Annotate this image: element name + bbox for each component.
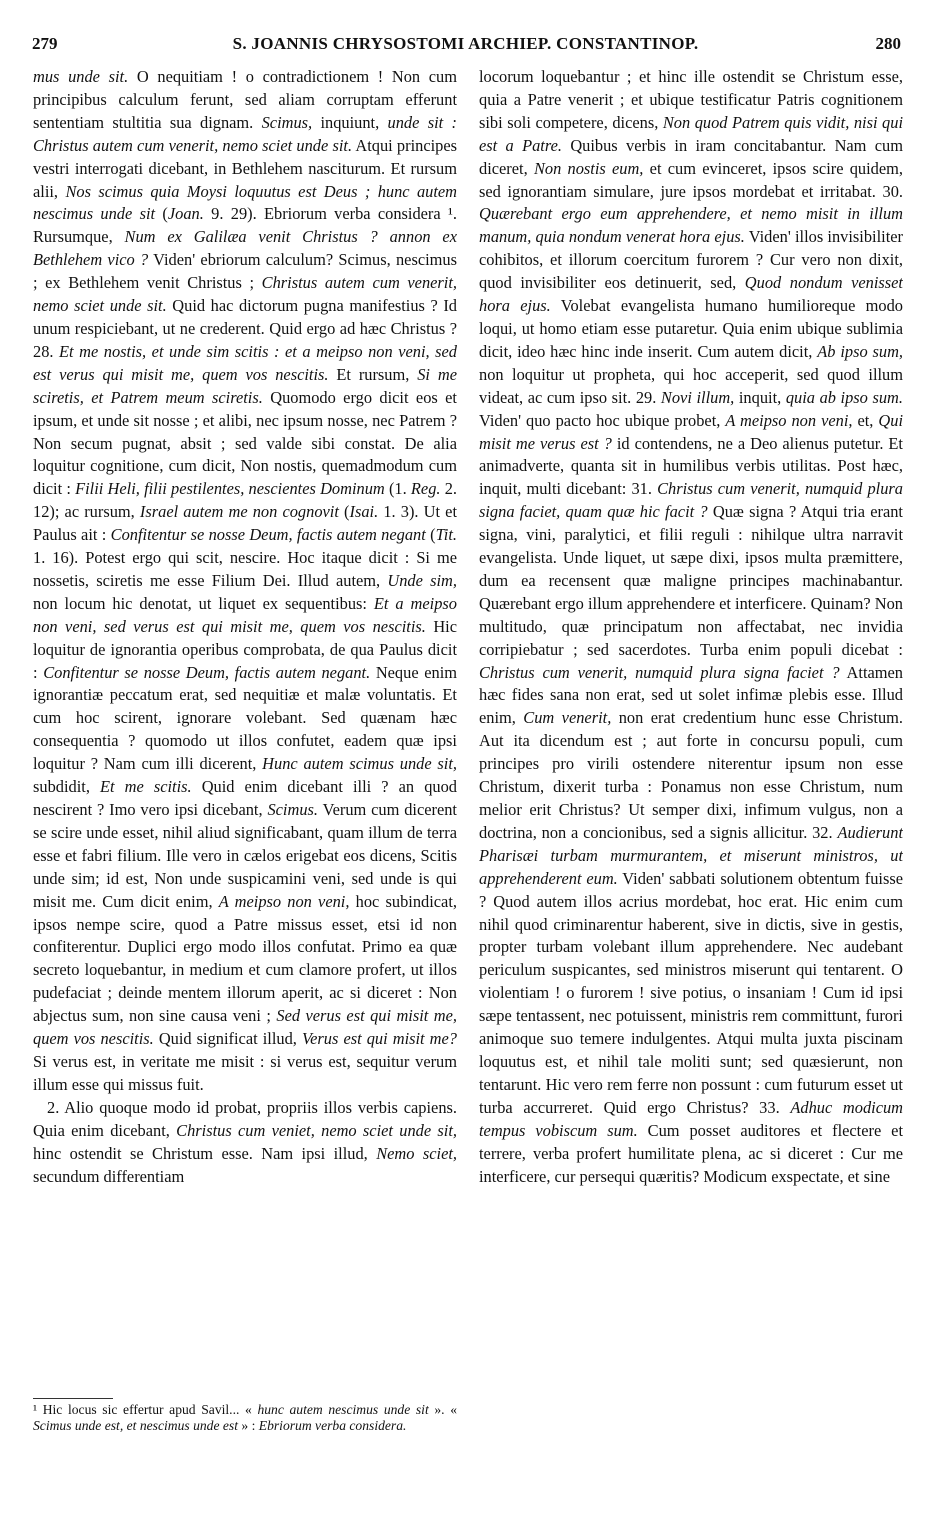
italic-text: Christus cum veniet, nemo sciet unde sit, — [176, 1120, 457, 1140]
text-run: Atqui principes vestri interrogati dicebant, in Bethlehem nasciturum. Et rursum alii, — [33, 135, 457, 201]
paragraph — [479, 66, 903, 1188]
italic-text: Hunc autem scimus unde sit, — [262, 754, 457, 774]
running-header — [30, 34, 901, 60]
italic-text: Cum venerit, — [523, 708, 612, 728]
text-run: 2. 12); ac rursum, — [33, 479, 457, 522]
text-run: inquit, — [734, 387, 786, 407]
italic-text: Ab ipso sum, — [817, 341, 903, 361]
italic-text: Non nostis eum, — [533, 158, 644, 178]
text-run: Cum posset auditores et flectere et terrere, verba profert humilitate plena, ac si diceret : Cur me interficere, cur persequi quæritis? Modicum exspectate, et sine — [479, 1120, 903, 1186]
italic-text: unde sit : Christus autem cum venerit, nemo sciet unde sit. — [33, 112, 457, 155]
italic-text: Ebriorum verba considera. — [258, 1418, 407, 1433]
text-run: Et rursum, — [328, 364, 418, 384]
text-run: Quomodo ergo dicit eos et ipsum, et unde sit nosse ; et alibi, nec ipsum nosse, nec Patrem ? Non secum pugnat, absit ; sed valde sibi constat. De alia loquitur cognitione, cum dicit, Non nostis, quemadmodum cum dicit : — [33, 387, 457, 499]
text-run: non erat credentium hunc esse Christum. Aut ita dicendum est ; aut forte in concursu populi, cum principes pro virili ostendere niterentur ipsum non esse Christum, dixerit turba : Ponamus non esse Christum, num melior erit Christus? Ut semper dixi, infimum vulgus, non a doctrina, non a concionibus, sed a signis allicitur. 32. — [479, 708, 903, 842]
left-column — [33, 66, 457, 1472]
italic-text: Nos scimus quia Moysi loquutus est Deus ; hunc autem nescimus unde sit — [33, 181, 457, 224]
text-run: non loquitur ut propheta, qui hoc acceperit, sed quod illum videat, ac cum ipso sit. 29. — [479, 364, 903, 407]
text-run: et cum evinceret, ipsos scire quidem, sed ignorantiam simulare, jure ipsos mordebat et irritabat. 30. — [479, 158, 903, 201]
text-run: Si verus est, in veritate me misit : si verus est, sequitur verum illum esse qui missus fuit. — [33, 1051, 457, 1094]
italic-text: Si me sciretis, et Patrem meum sciretis. — [33, 364, 457, 407]
italic-text: Scimus. — [267, 800, 318, 819]
text-run: Viden' ebriorum calculum? Scimus, nescimus ; ex Bethlehem venit Christus ; — [33, 250, 457, 293]
page-number-right: 280 — [875, 34, 901, 53]
italic-text: Christus cum venerit, numquid plura signa faciet, quam quæ hic facit ? — [479, 479, 903, 522]
text-run: Quid significat illud, — [153, 1029, 302, 1049]
italic-text: Filii Heli, filii pestilentes, nescientes Dominum — [75, 479, 385, 499]
italic-text: Non quod Patrem quis vidit, nisi qui est a Patre. — [479, 112, 903, 155]
footnote — [33, 1402, 457, 1434]
italic-text: Israel autem me non cognovit — [139, 502, 339, 522]
italic-text: Novi illum, — [660, 387, 735, 407]
right-column — [479, 66, 903, 1472]
text-run: Neque enim ignorantiæ peccatum erat, sed nequitiæ et malæ voluntatis. Et cum hoc scirent, ignorare volebant. Sed quænam hæc consequentia ? quomodo ut illos confutet, eadem quæ ipsi loquitur ? Nam cum illi dicerent, — [33, 662, 457, 774]
italic-text: Et me scitis. — [100, 777, 192, 797]
text-run: Volebat evangelista humano humilioreque modo loqui, ut homo etiam esse putaretur. Quia enim ubique sublimia dicit, ideo hæc hinc inde inserit. Cum autem dicit, — [479, 296, 903, 361]
italic-text: Reg. — [410, 479, 441, 499]
italic-text: A meipso non veni, — [218, 891, 350, 911]
italic-text: Quod nondum venisset hora ejus. — [479, 273, 903, 316]
italic-text: Isai. — [349, 502, 379, 522]
text-run: subdidit, — [33, 777, 100, 797]
italic-text: Tit. — [435, 525, 457, 545]
text-run: O nequitiam ! o contradictionem ! Non cum principibus calculum ferunt, sed aliam corruptam efferunt sententiam stultitia sua dignam. — [33, 67, 457, 132]
page-number-left: 279 — [32, 34, 58, 53]
text-run: 9. 29). Ebriorum verba considera ¹. Rursumque, — [33, 204, 457, 247]
text-run: ( — [338, 502, 350, 522]
italic-text: hunc autem nescimus unde sit — [257, 1402, 429, 1417]
italic-text: mus unde sit. — [33, 67, 137, 86]
text-run: non locum hic denotat, ut liquet ex sequentibus: — [33, 593, 374, 613]
text-run: Quæ signa ? Atqui tria erant signa, vini, paralytici, et filii reguli : nihilque ultra narravit evangelista. Unde liquet, ut sæpe dixi, ipsos multa præmittere, dum ea recensent quæ maligne principes machinabantur. Quærebant ergo illum apprehendere et interficere. Quinam? Non multitudo, quæ principatum non affectabat, nec invidia corripiebatur ; sed sacerdotes. Turba enim populi dicebat : — [479, 502, 903, 659]
text-run: ( — [155, 204, 168, 224]
italic-text: Scimus unde est, et nescimus unde est — [33, 1418, 238, 1433]
italic-text: Verus est qui misit me? — [301, 1029, 457, 1049]
italic-text: Scimus, — [261, 112, 313, 132]
text-run: et, — [852, 410, 879, 430]
running-title: S. JOANNIS CHRYSOSTOMI ARCHIEP. CONSTANTINOP. — [232, 34, 699, 53]
text-run: 1. 16). Potest ergo qui scit, nescire. Hoc itaque dicit : Si me nossetis, sciretis me esse Filium Dei. Illud autem, — [33, 548, 457, 590]
italic-text: Sed verus est qui misit me, quem vos nescitis. — [33, 1006, 457, 1049]
italic-text: Qui misit me verus est ? — [479, 410, 903, 453]
italic-text: Num ex Galilæa venit Christus ? annon ex Bethlehem vico ? — [33, 227, 457, 270]
text-run: id contendens, ne a Deo alienus putetur. Et animadverte, quanta sit in humilibus verbis utilitas. Post hæc, inquit, multi dicebant: 31. — [479, 433, 903, 499]
text-run: Verum cum dicerent se scire unde esset, nihil aliud significabant, quam illum de terra esse et fabri filium. Ille vero in cælos erigebat eos dicens, Scitis unde sim; id est, Non unde suspicamini veni, sed unde is qui misit me. Cum dicit enim, — [33, 800, 457, 911]
text-run: hinc ostendit se Christum esse. Nam ipsi illud, — [33, 1143, 377, 1163]
italic-text: Adhuc modicum tempus vobiscum sum. — [479, 1097, 903, 1140]
italic-text: Unde sim, — [387, 570, 457, 590]
text-run: Viden' quo pacto hoc ubique probet, — [479, 410, 726, 430]
text-run: inquiunt, — [312, 112, 388, 132]
text-run: » : — [238, 1418, 259, 1433]
italic-text: Et a meipso non veni, sed verus est qui misit me, quem vos nescitis. — [33, 593, 457, 636]
paragraph — [33, 66, 457, 1097]
italic-text: Joan. — [167, 204, 204, 224]
text-run: Viden' illos invisibiliter cohibitos, et illorum coercitum furorem ? Cur vero non dixit, quod invisibiliter eos detinuerit, sed, — [479, 227, 903, 293]
italic-text: Confitentur se nosse Deum, factis autem negant. — [43, 662, 371, 682]
italic-text: Christus autem cum venerit, nemo sciet unde sit. — [33, 273, 457, 316]
text-run: secundum differentiam — [33, 1166, 185, 1186]
text-run: 1. 3). Ut et Paulus ait : — [33, 502, 457, 545]
text-run: 2. Alio quoque modo id probat, propriis illos verbis capiens. Quia enim dicebant, — [33, 1097, 457, 1140]
text-run: Quibus verbis in iram concitabantur. Nam cum diceret, — [479, 135, 903, 178]
italic-text: Audierunt Pharisæi turbam murmurantem, et miserunt ministros, ut apprehenderent eum. — [479, 822, 903, 888]
text-run: Quid hac dictorum pugna manifestius ? Id unum respiciebant, ut ne crederent. Quid ergo ad hæc Christus ? 28. — [33, 296, 457, 361]
text-run: Viden' sabbati solutionem obtentum fuisse ? Quod autem illos acrius mordebat, hoc erat. Hic enim cum nihil quod criminarentur haberent, sive in dictis, sive in gestis, propter turbam volebant illum apprehendere. Nec audebant periculum suspicantes, sed ministros miserunt qui tentarent. O violentiam ! o furorem ! sive potius, o insaniam ! Cum id ipsi sæpe tentassent, nec potuissent, ministris rem committunt, furori animoque suo temere indulgentes. Atqui multa juxta piscinam loquutus est, et nihil tale moliti sunt; sed quæsierunt, non tentarunt. Hic vero rem ferre non possunt : cum futurum esset ut turba accurreret. Quid ergo Christus? 33. — [479, 868, 903, 1117]
italic-text: Quærebant ergo eum apprehendere, et nemo misit in illum manum, quia nondum venerat hora ejus. — [479, 204, 903, 247]
text-run: ». « — [428, 1402, 457, 1417]
text-run: (1. — [384, 479, 411, 499]
italic-text: Nemo sciet, — [376, 1143, 457, 1163]
italic-text: Christus cum venerit, numquid plura signa faciet ? — [479, 662, 840, 682]
text-run: Quid enim dicebant illi ? an quod nescirent ? Imo vero ipsi dicebant, — [33, 777, 457, 819]
text-run: Attamen hæc fides sana non erat, sed ut solet infimæ plebis esse. Illud enim, — [479, 662, 903, 728]
footnote-rule — [33, 1398, 113, 1399]
italic-text: Et me nostis, et unde sim scitis : et a meipso non veni, sed est verus qui misit me, quem vos nescitis. — [33, 341, 457, 384]
italic-text: quia ab ipso sum. — [785, 387, 903, 407]
text-run: locorum loquebantur ; et hinc ille ostendit se Christum esse, quia a Patre venerit ; et ubique testificatur Patris cognitionem sibi soli competere, dicens, — [479, 67, 903, 132]
text-run: Hic loquitur de ignorantia operibus comprobata, de qua Paulus dicit : — [33, 616, 457, 682]
italic-text: Confitentur se nosse Deum, factis autem negant — [110, 525, 426, 545]
text-run: hoc subindicat, ipsos nempe scire, quod a Patre missus esset, etsi id non confiterentur. Duplici ergo modo illos confutat. Primo ea quæ secreto loquebantur, in medium et cum clamore profert, ut illos pudefaciat ; deinde mentem illorum aperit, ac si diceret : Non abjectus sum, non sine causa veni ; — [33, 891, 457, 1026]
paragraph — [33, 1097, 457, 1189]
text-run: ( — [425, 525, 436, 545]
text-run: ¹ Hic locus sic effertur apud Savil... « — [33, 1402, 258, 1417]
italic-text: A meipso non veni, — [725, 410, 853, 430]
